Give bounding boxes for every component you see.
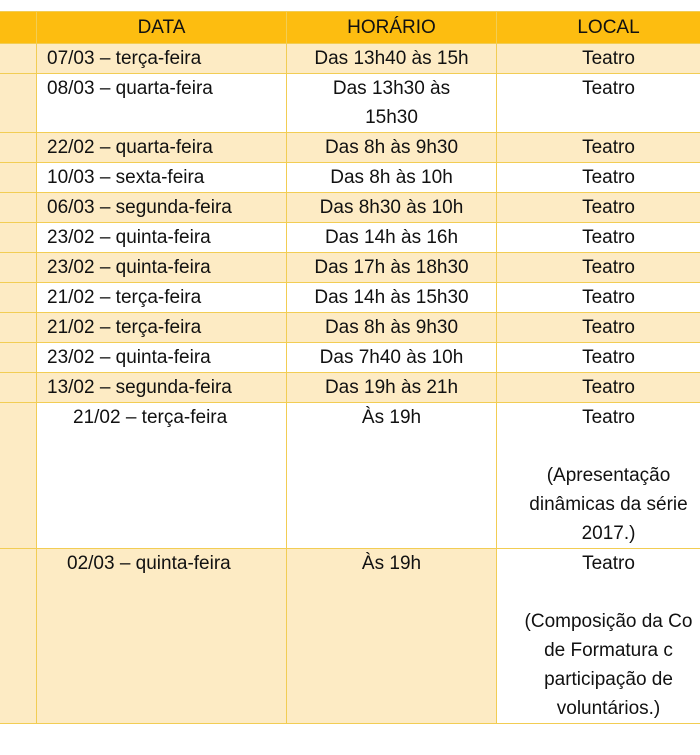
header-place: LOCAL [497, 12, 700, 44]
time-cell: Das 19h às 21h [287, 373, 497, 403]
time-cell: Das 8h às 10h [287, 163, 497, 193]
date-cell: 23/02 – quinta-feira [37, 223, 287, 253]
header-time: HORÁRIO [287, 12, 497, 44]
place-cell: Teatro [497, 283, 700, 313]
table-row [0, 343, 700, 373]
place-note [497, 607, 700, 723]
row-stub [0, 223, 37, 253]
row-stub [0, 283, 37, 313]
place-cell: Teatro [497, 313, 700, 343]
time-cell: Das 7h40 às 10h [287, 343, 497, 373]
place-cell [497, 549, 700, 724]
note-line: participação de [544, 669, 673, 690]
table-row [0, 193, 700, 223]
time-cell: Das 17h às 18h30 [287, 253, 497, 283]
note-line: de Formatura c [544, 640, 673, 661]
table-row [0, 253, 700, 283]
date-cell: 13/02 – segunda-feira [37, 373, 287, 403]
place-cell: Teatro [497, 44, 700, 74]
place-cell: Teatro [497, 223, 700, 253]
place-cell: Teatro [497, 74, 700, 133]
date-cell: 02/03 – quinta-feira [37, 549, 287, 724]
header-date: DATA [37, 12, 287, 44]
note-line: 2017.) [581, 523, 636, 544]
time-cell: Das 8h30 às 10h [287, 193, 497, 223]
row-stub [0, 549, 37, 724]
row-stub [0, 44, 37, 74]
note-line: (Composição da Co [524, 611, 693, 632]
date-cell: 23/02 – quinta-feira [37, 253, 287, 283]
table-row [0, 133, 700, 163]
row-stub [0, 193, 37, 223]
table-row [0, 44, 700, 74]
place-text: Teatro [582, 553, 635, 574]
date-cell: 06/03 – segunda-feira [37, 193, 287, 223]
table-row [0, 403, 700, 549]
row-stub [0, 343, 37, 373]
table-row [0, 223, 700, 253]
table-row [0, 283, 700, 313]
row-stub [0, 313, 37, 343]
table-row [0, 74, 700, 133]
row-stub [0, 133, 37, 163]
note-line: (Apresentação [546, 465, 671, 486]
time-cell: Das 8h às 9h30 [287, 313, 497, 343]
time-cell: Das 13h40 às 15h [287, 44, 497, 74]
row-stub [0, 74, 37, 133]
header-row [0, 12, 700, 44]
row-stub [0, 373, 37, 403]
date-cell: 08/03 – quarta-feira [37, 74, 287, 133]
row-stub [0, 163, 37, 193]
table-row [0, 163, 700, 193]
place-cell [497, 403, 700, 549]
place-cell: Teatro [497, 163, 700, 193]
table-row [0, 549, 700, 724]
place-cell: Teatro [497, 133, 700, 163]
note-line: dinâmicas da série [529, 494, 688, 515]
date-cell: 21/02 – terça-feira [37, 283, 287, 313]
time-cell [287, 74, 497, 133]
row-stub [0, 253, 37, 283]
place-cell: Teatro [497, 193, 700, 223]
schedule-table [0, 11, 700, 724]
row-stub [0, 403, 37, 549]
date-cell: 23/02 – quinta-feira [37, 343, 287, 373]
table-row [0, 313, 700, 343]
date-cell: 07/03 – terça-feira [37, 44, 287, 74]
date-cell: 10/03 – sexta-feira [37, 163, 287, 193]
place-cell: Teatro [497, 343, 700, 373]
header-stub [0, 12, 37, 44]
time-cell: Das 14h às 15h30 [287, 283, 497, 313]
place-text: Teatro [582, 407, 635, 428]
time-cell: Às 19h [287, 549, 497, 724]
place-cell: Teatro [497, 253, 700, 283]
date-cell: 21/02 – terça-feira [37, 313, 287, 343]
note-line: voluntários.) [556, 698, 661, 719]
place-note [497, 461, 700, 548]
date-cell: 22/02 – quarta-feira [37, 133, 287, 163]
time-cell: Das 14h às 16h [287, 223, 497, 253]
place-cell: Teatro [497, 373, 700, 403]
time-cell: Das 8h às 9h30 [287, 133, 497, 163]
date-cell: 21/02 – terça-feira [37, 403, 287, 549]
time-cell: Às 19h [287, 403, 497, 549]
time-text: Das 13h30 às 15h30 [332, 78, 451, 128]
table-row [0, 373, 700, 403]
